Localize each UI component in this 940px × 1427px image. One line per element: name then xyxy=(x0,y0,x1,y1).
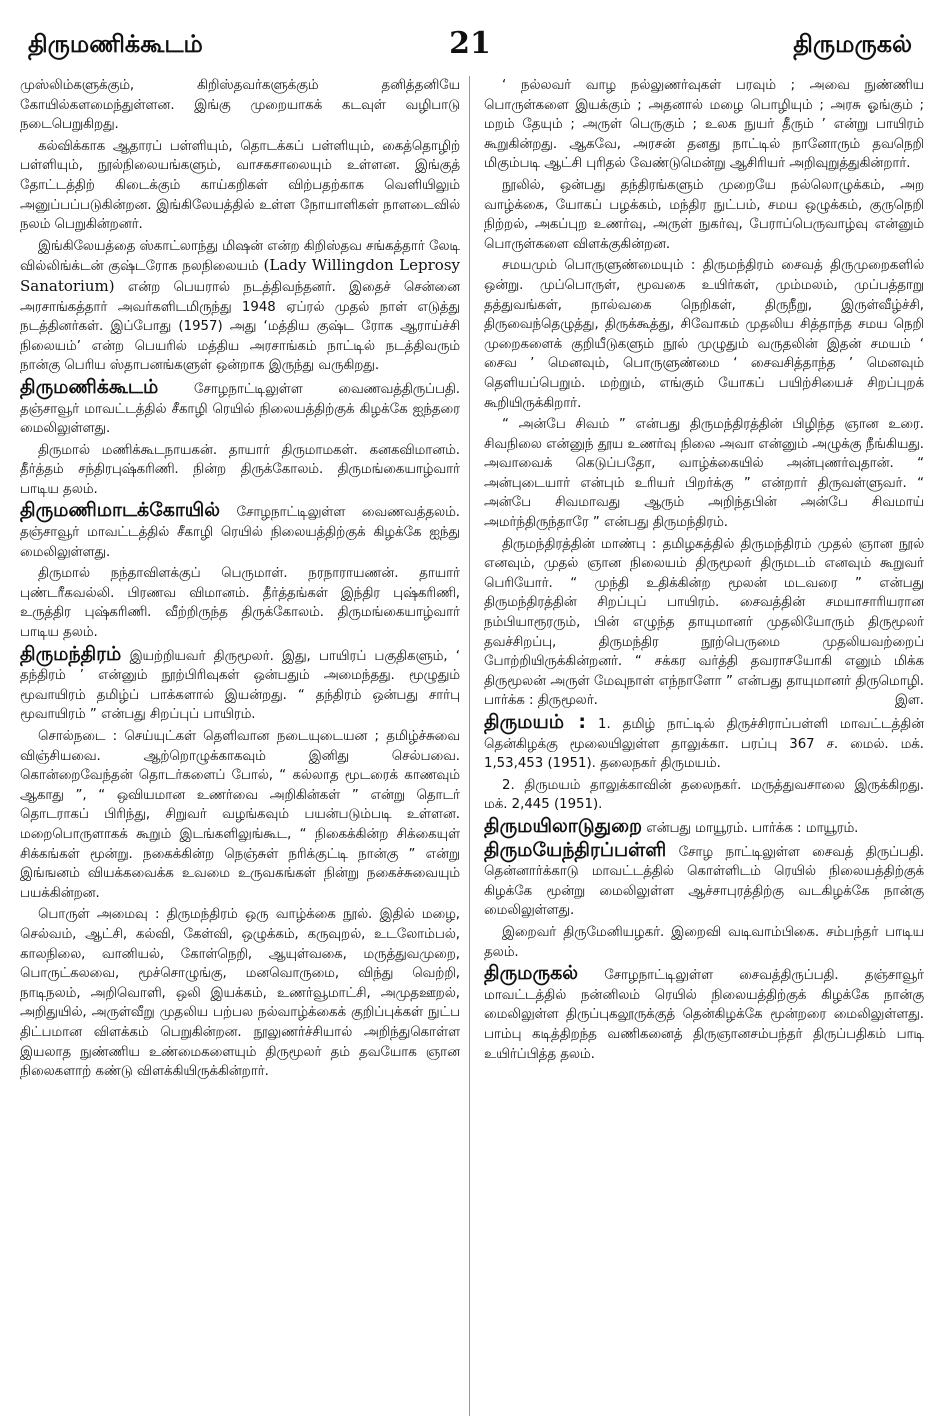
entry-headword: திருமயிலாடுதுறை xyxy=(484,814,643,837)
entry-thirumarugal xyxy=(484,964,924,1064)
entry-headword: திருமந்திரம் xyxy=(20,642,122,665)
paragraph: சொல்நடை : செய்யுட்கள் தெளிவான நடையுடையன ; தமிழ்ச்சுவை விஞ்சியவை. ஆற்றொழுக்காகவும் இனிது செல்பவை. கொன்றைவேந்தன் தொடர்களைப் போல், “ கல்லாத மூடரைக் காணவும் ஆகாது ”, “ ஒவியமான உணர்வை அறிகின்கள் ” என்று தொடர் தொடராகப் பிரிந்து, சிறுவர் வழங்கவும் பயன்படும்படி உள்ளன. மறைபொருளாகக் கூறும் இடங்களிலுங்கூட, “ நிகைக்கின்ற சிக்கையுள் சிக்கங்கள் மூன்று. நகைக்கின்ற நெஞ்சுள் நரிக்குட்டி நான்கு ” என்று இங்ஙனம் வியக்கவைக்க உவமை உருவகங்கள் நின்று நகைச்சுவையும் பயக்கின்றன. xyxy=(20,729,460,901)
paragraph: திருமால் நந்தாவிளக்குப் பெருமாள். நரநாராயணன். தாயார் புண்டரீகவல்லி. பிரணவ விமானம். தீர்த்தங்கள் இந்திர புஷ்கரிணி, உருத்திர புஷ்கரிணி. வீற்றிருந்த திருக்கோலம். திருமங்கையாழ்வார் பாடிய தலம். xyxy=(20,566,460,641)
paragraph-text: என்ற பெயரால் நடத்திவந்தனர். இதைச் சென்னை அரசாங்கத்தார் அவர்களிடமிருந்து 1948 ஏப்ரல் முதல் நாள் எடுத்து நடத்தினர்கள். இப்போது (1957) அது ‘மத்திய குஷ்ட ரோக ஆராய்ச்சி நிலையம்’ என்ற பெயரில் மத்திய அரசாங்கம் நாட்டில் நடத்திவரும் நான்கு பெரிய ஸ்தாபனங்களுள் ஒன்றாக இருந்து வருகிறது. xyxy=(20,279,460,374)
entry-thirumanimadakkoyil xyxy=(20,501,460,562)
paragraph: ‘ நல்லவர் வாழ நல்லுணர்வுகள் பரவும் ; அவை நுண்ணிய பொருள்களை இயக்கும் ; அதனால் மழை பொழியும் ; அரசு ஓங்கும் ; மறம் தேயும் ; அருள் பெருகும் ; உலக நுயர் தீரும் ’ என்று பாயிரம் கூறுகின்றது. ஆகவே, அரசன் தனது நாட்டில் நானோரும் தவநெறி மிகும்படி ஆட்சி புரிதல் வேண்டுமென்று ஆசிரியர் அறிவுறுத்துகின்றார். xyxy=(484,78,924,172)
latin-name: (Lady Willingdon Leprosy Sanatorium) xyxy=(20,256,460,295)
entry-thirumanikkoodam xyxy=(20,375,460,439)
entry-thirumayiladuthurai xyxy=(484,814,924,839)
column-divider xyxy=(469,76,470,1416)
page-header xyxy=(20,22,920,66)
entry-headword: திருமணிக்கூடம் xyxy=(20,375,159,398)
running-head-left: திருமணிக்கூடம் xyxy=(28,30,203,58)
entry-text: சோழ நாட்டிலுள்ள சைவத் திருப்பதி. தென்னார்க்காடு மாவட்டத்தில் கொள்ளிடம் ரெயில் நிலையத்திற்குக் கிழக்கே மூன்று மைலிலுள்ள ஆச்சாபுரத்திற்கு வடகிழக்கே நான்கு மைலிலுள்ளது. xyxy=(484,844,924,919)
paragraph-text: இங்கிலேயத்தை ஸ்காட்லாந்து மிஷன் என்ற கிறிஸ்தவ சங்கத்தார் லேடி வில்லிங்க்டன் குஷ்டரோக நலநிலையம் xyxy=(20,238,460,275)
entry-text: 1. தமிழ் நாட்டில் திருச்சிராப்பள்ளி மாவட்டத்தின் தென்கிழக்கு மூலையிலுள்ள தாலுக்கா. பரப்பு 367 ச. மைல். மக். 1,53,453 (1951). தலைநகர் திருமயம். xyxy=(484,717,924,772)
right-column xyxy=(484,76,924,1416)
paragraph: இறைவர் திருமேனியழகர். இறைவி வடிவாம்பிகை. சம்பந்தர் பாடிய தலம். xyxy=(484,924,924,960)
entry-thirumayendirappalli xyxy=(484,838,924,921)
entry-thirumanthiram xyxy=(20,642,460,725)
entry-headword: திருமருகல் xyxy=(484,962,578,985)
left-column xyxy=(20,76,460,1416)
paragraph xyxy=(484,535,924,711)
entry-text: சோழநாட்டிலுள்ள சைவத்திருப்பதி. தஞ்சாவூர் மாவட்டத்தில் நன்னிலம் ரெயில் நிலையத்திற்குக் கிழக்கே நான்கு மைலிலுள்ள திருப்புகலூருக்குத் தென்கிழக்கே மூன்றரை மைலிலுள்ளது. பாம்பு கடித்திறந்த வணிகனைத் திருஞானசம்பந்தர் திருப்பதிகம் பாடி உயிர்ப்பித்த தலம். xyxy=(484,968,924,1062)
paragraph: கல்விக்காக ஆதாரப் பள்ளியும், தொடக்கப் பள்ளியும், கைத்தொழிற் பள்ளியும், நூல்நிலையங்களும், வாசகசாலையும் உள்ளன. இங்குத் தோட்டத்திற் கிடைக்கும் காய்கறிகள் விற்பதற்காக வெளியிலும் அனுப்பப்படுகின்றன. இங்கிலேயத்தில் உள்ள நோயாளிகள் நாளடைவில் நலம் பெறுகின்றனர். xyxy=(20,138,460,233)
entry-text: சோழநாட்டிலுள்ள வைணவத்திருப்பதி. தஞ்சாவூர் மாவட்டத்தில் சீகாழி ரெயில் நிலையத்திற்குக் கிழக்கே ஐந்தரை மைலிலுள்ளது. xyxy=(20,381,460,437)
entry-text: சோழநாட்டிலுள்ள வைணவத்தலம். தஞ்சாவூர் மாவட்டத்தில் சீகாழி ரெயில் நிலையத்திற்குக் கிழக்கே ஐந்து மைலிலுள்ளது. xyxy=(20,505,460,560)
entry-text: இயற்றியவர் திருமூலர். இது, பாயிரப் பகுதிகளும், ‘ தந்திரம் ’ என்னும் நூற்பிரிவுகள் ஒன்பதும் அமைந்தது. மூழுதும் மூவாயிரம் தமிழ்ப் பாக்களால் இயன்றது. “ தந்திரம் ஒன்பது சார்பு மூவாயிரம் ” என்பது சிறப்புப் பாயிரம். xyxy=(20,648,460,723)
paragraph: நூலில், ஒன்பது தந்திரங்களும் முறையே நல்லொழுக்கம், அற வாழ்க்கை, யோகப் பழக்கம், மந்திர நுட்பம், சமய ஒழுக்கம், குருநெறி நிற்றல், அகப்புற உணர்வு, அருள் நுகர்வு, பேராப்பெருவாழ்வு என்னும் பொருள்களை விளக்குகின்றன. xyxy=(484,177,924,252)
entry-headword: திருமயம் : xyxy=(484,711,587,733)
paragraph: சமயமும் பொருளுண்மையும் : திருமந்திரம் சைவத் திருமுறைகளில் ஒன்று. முப்பொருள், மூவகை உயிர்கள், மும்மலம், முப்பத்தாறு தத்துவங்கள், நால்வகை நெறிகள், திருநீறு, இருள்வீழ்ச்சி, திருவைந்தெழுத்து, திருக்கூத்து, சிவோகம் முதலிய சித்தாந்த சமய நெறி முறைகளைக் குறியீடுகளும் நூல் முழுதும் வருதலின் இதன் சமயம் ‘ சைவ ’ மெனவும், பொருளுண்மை ‘ சைவசித்தாந்த ’ மெனவும் தெளியப்பெறும். மற்றும், எங்கும் யோகப் பயிற்சியைச் சிறப்புறக் கூறியிருக்கிறார். xyxy=(484,258,924,411)
author-initials: இள. xyxy=(894,693,924,709)
paragraph: “ அன்பே சிவம் ” என்பது திருமந்திரத்தின் பிழிந்த ஞான உரை. சிவநிலை என்னுந் தூய உணர்வு நிலை அவா என்னும் அழுக்கு நீங்கியது. அவாவைக் கெடுப்பதோ, வாழ்க்கையில் அன்புணர்வுதான். “ அன்புடையார் என்பும் உரியர் பிறர்க்கு ” என்றார் திருவள்ளுவர். “ அன்பே சிவமாவது ஆரும் அறிந்தபின் அன்பே சிவமாய் அமர்ந்திருந்தாரே ” என்பது திருமந்திரம். xyxy=(484,417,924,531)
paragraph: முஸ்லிம்களுக்கும், கிறிஸ்தவர்களுக்கும் தனித்தனியே கோயில்களமைந்துள்ளன. இங்கு முறையாகக் கடவுள் வழிபாடு நடைபெறுகிறது. xyxy=(20,78,460,133)
page-number: 21 xyxy=(449,26,491,61)
entry-headword: திருமயேந்திரப்பள்ளி xyxy=(484,838,667,861)
entry-text: என்பது மாயூரம். பார்க்க : மாயூரம். xyxy=(646,820,859,836)
paragraph: திருமால் மணிக்கூடநாயகன். தாயார் திருமாமகள். கனகவிமானம். தீர்த்தம் சந்திரபுஷ்கரிணி. நின்ற திருக்கோலம். திருமங்கையாழ்வார் பாடிய தலம். xyxy=(20,442,460,497)
paragraph: 2. திருமயம் தாலுக்காவின் தலைநகர். மருத்துவசாலை இருக்கிறது. மக். 2,445 (1951). xyxy=(484,777,924,813)
entry-headword: திருமணிமாடக்கோயில் xyxy=(20,499,221,522)
running-head-right: திருமருகல் xyxy=(793,30,912,58)
paragraph-text: திருமந்திரத்தின் மாண்பு : தமிழகத்தில் திருமந்திரம் முதல் ஞான நூல் எனவும், முதல் ஞான நிலையம் திருமூலர் திருமடம் எனவும் கூறுவர் பெரியோர். “ முந்தி உதிக்கின்ற மூலன் மடவரை ” என்பது திருமந்திரத்தின் சிறப்புப் பாயிரம். சைவத்தின் சமயாசாரியரான நம்பியாரூரரும், பின் எழுந்த தாயுமானர் முதலியோரும் திருமூலர் தவச்சிறப்பு, திருமந்திர நூற்பெருமை முதலியவற்றைப் போற்றியிருக்கின்றனர். “ சக்கர வர்த்தி தவராசயோகி எனும் மிக்க திருமூலன் அருள் மேவுநாள் எந்நாளோ ” என்பது தாயுமானர் திருமொழி. பார்க்க : திருமூலர். xyxy=(484,536,924,709)
paragraph xyxy=(20,237,460,376)
paragraph: பொருள் அமைவு : திருமந்திரம் ஒரு வாழ்க்கை நூல். இதில் மழை, செல்வம், ஆட்சி, கல்வி, கேள்வி, ஒழுக்கம், கருவுறல், உடலோம்பல், காலநிலை, வானியல், கோள்நெறி, ஆயுள்வகை, மருத்துவமுறை, பொருட்கலவை, மூச்சொழுங்கு, மனவொருமை, விந்து வெற்றி, நாடிநலம், அறிவொளி, ஒலி இயக்கம், உணர்வூமாட்சி, அமுதஊறல், அறிதுயில், அருள்வீறு முதலிய பற்பல நல்வாழ்க்கைக் குறிப்புக்கள் நுட்ப திட்பமான விளக்கம் பெறுகின்றன. நூலுணர்ச்சியால் அறிந்துகொள்ள இயலாத நுண்ணிய உண்மைகளையும் திருமூலர் தம் தவயோக ஞான நிலைகளாற் கண்டு விளக்கியிருக்கின்றார். xyxy=(20,907,460,1080)
entry-thirumayam xyxy=(484,713,924,774)
